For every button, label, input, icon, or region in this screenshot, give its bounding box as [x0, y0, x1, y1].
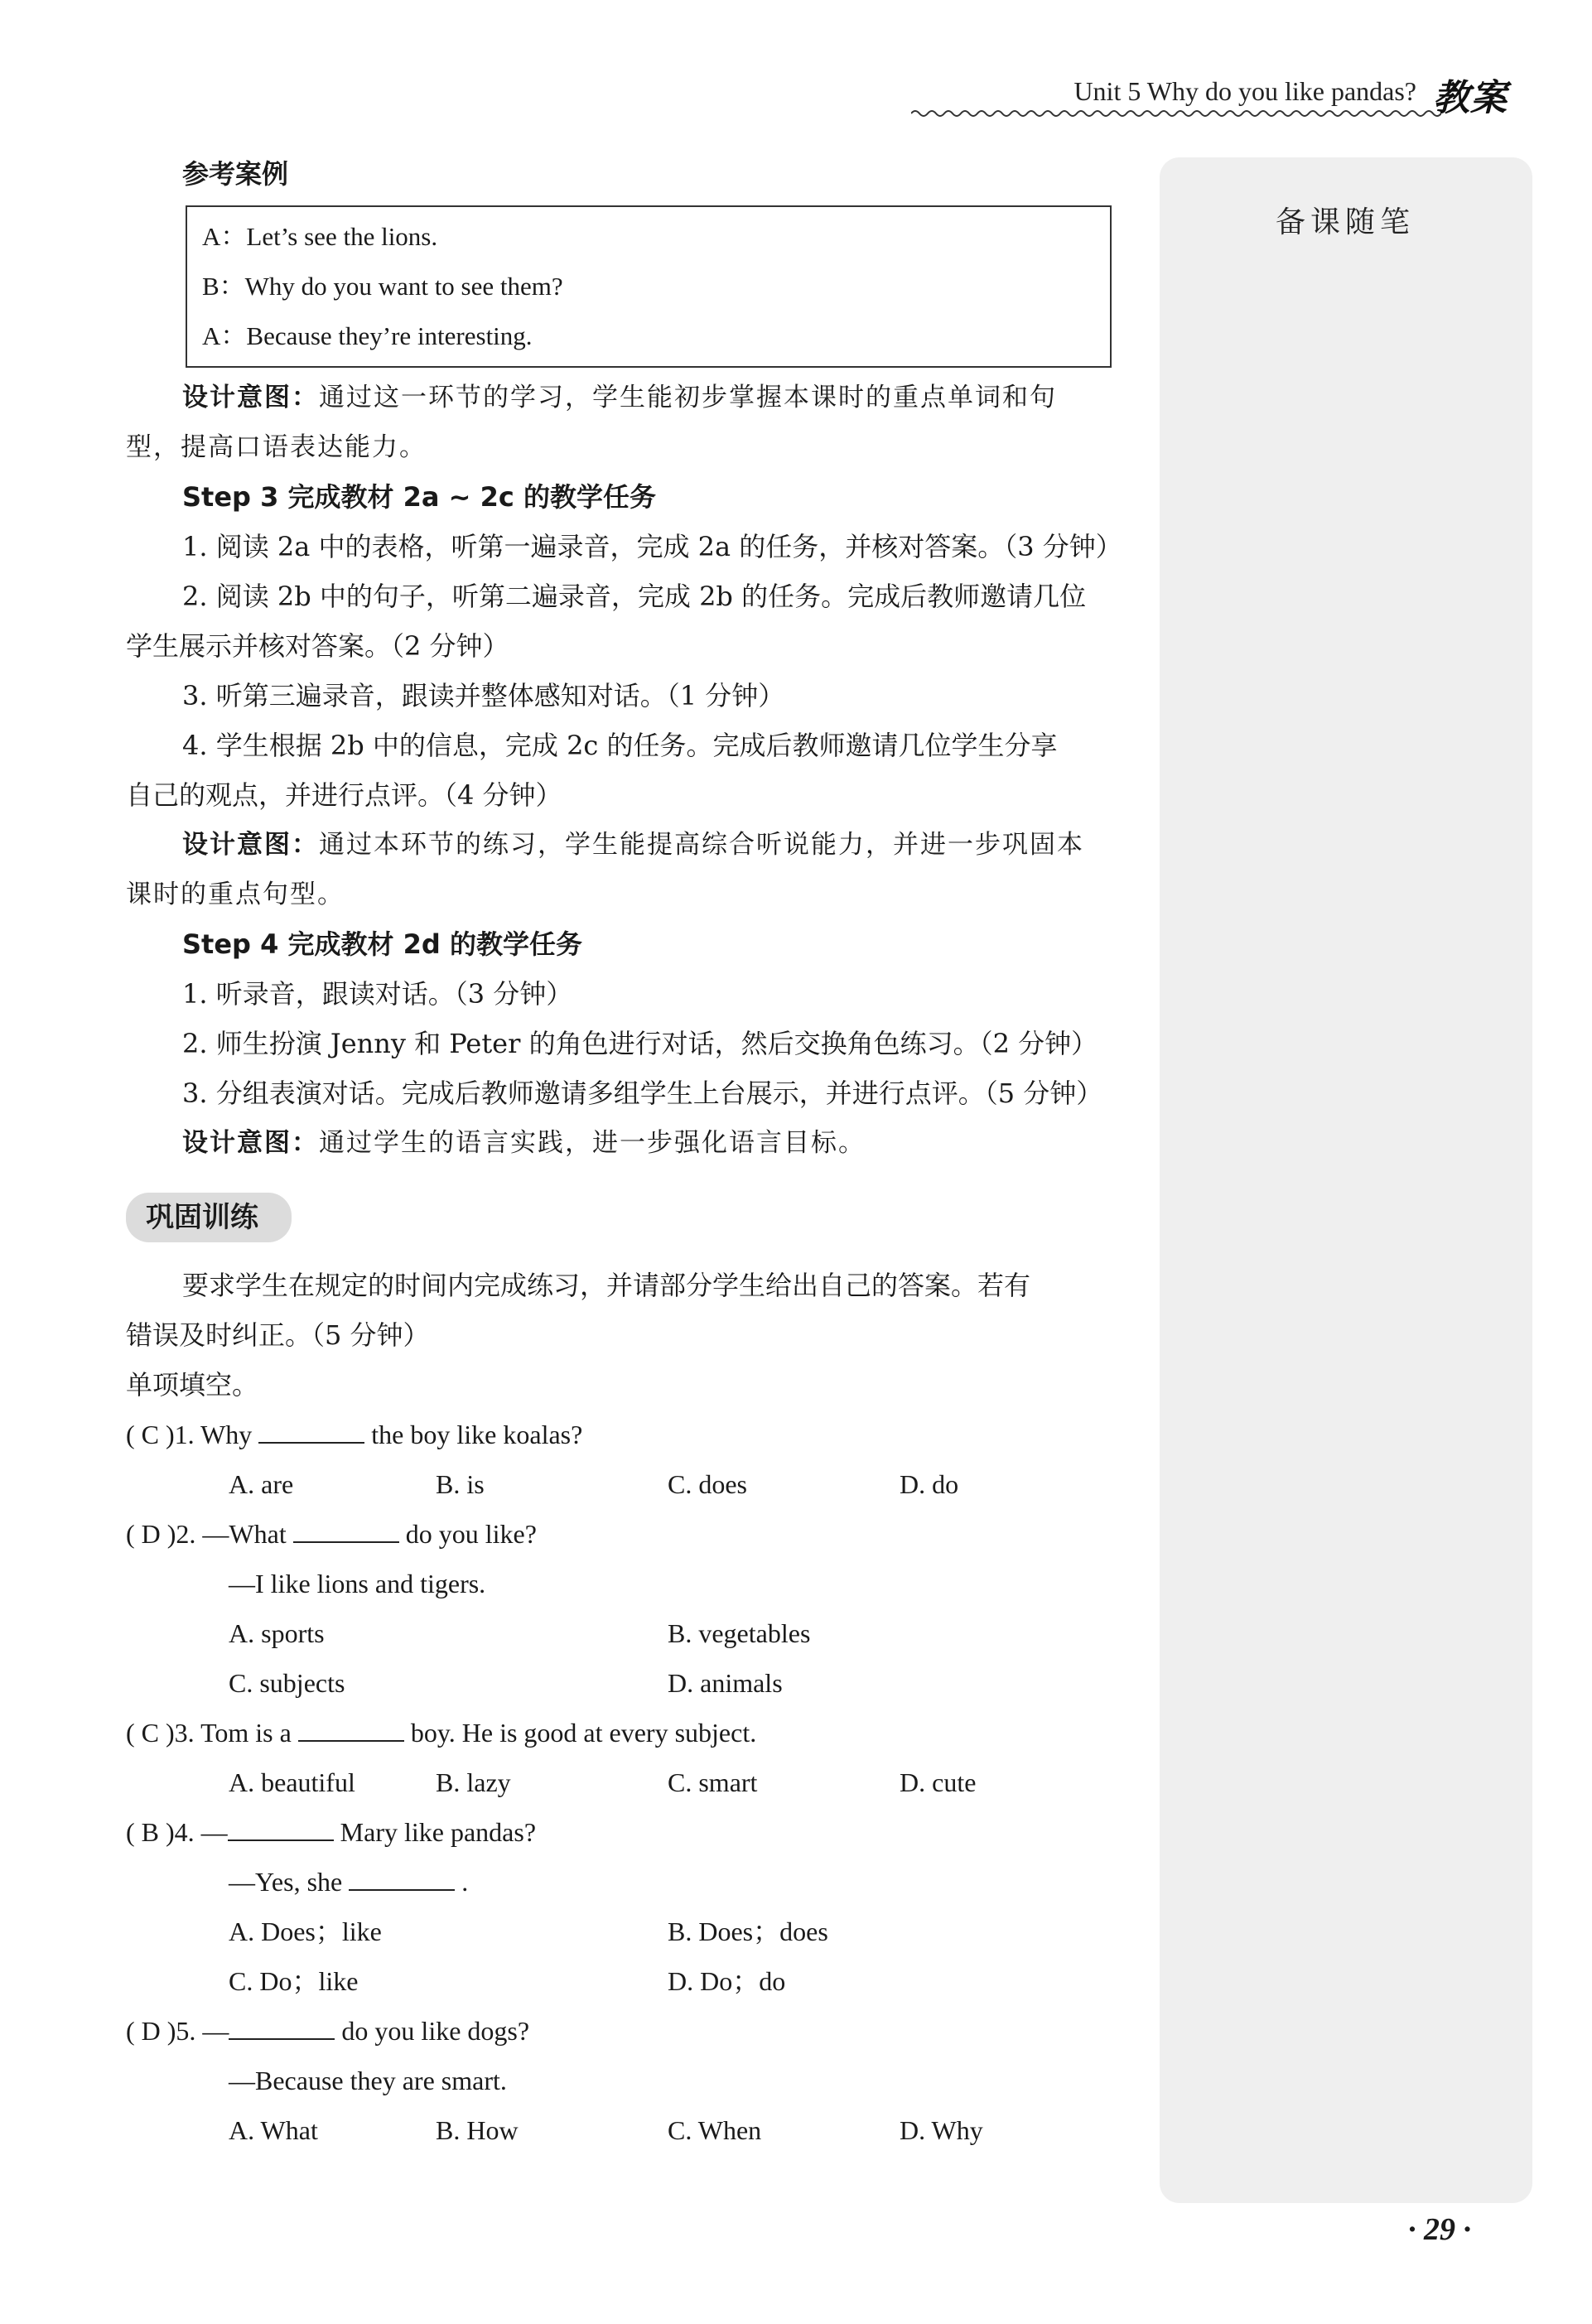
option-a: A. beautiful — [229, 1767, 355, 1797]
dialogue-line: B：Why do you want to see them? — [202, 272, 563, 301]
step-item: 4. 学生根据 2b 中的信息，完成 2c 的任务。完成后教师邀请几位学生分享 — [182, 730, 1058, 761]
step-item: 2. 师生扮演 Jenny 和 Peter 的角色进行对话，然后交换角色练习。（2 分钟） — [182, 1028, 1098, 1059]
wavy-rule — [911, 108, 1441, 119]
practice-intro: 要求学生在规定的时间内完成练习，并请部分学生给出自己的答案。若有 — [182, 1270, 1031, 1301]
step-item-cont: 自己的观点，并进行点评。（4 分钟） — [126, 779, 562, 811]
question-2: ( D )2. —What do you like? — [126, 1509, 1112, 1559]
option-c: C. When — [668, 2115, 762, 2145]
option-d: D. do — [900, 1469, 959, 1499]
answer-blank — [298, 1715, 404, 1742]
question-3-options — [126, 1757, 1112, 1807]
option-b: B. is — [436, 1469, 485, 1499]
header-logo: 教案 — [1433, 77, 1508, 119]
answer-blank — [293, 1516, 399, 1543]
question-5-response: —Because they are smart. — [229, 2066, 507, 2095]
option-a: A. sports — [229, 1618, 325, 1648]
page-number: · 29 · — [1408, 2212, 1471, 2247]
question-3: ( C )3. Tom is a boy. He is good at every subject. — [126, 1708, 1112, 1757]
question-5: ( D )5. — do you like dogs? — [126, 2006, 1112, 2056]
design-intent: 设计意图：通过学生的语言实践，进一步强化语言目标。 — [182, 1128, 866, 1158]
practice-section-badge: 巩固训练 — [126, 1193, 292, 1242]
option-d: D. Do；do — [668, 1966, 786, 1996]
option-b: B. lazy — [436, 1767, 511, 1797]
question-4: ( B )4. — Mary like pandas? — [126, 1807, 1112, 1857]
page-header — [911, 73, 1508, 123]
option-a: A. What — [229, 2115, 318, 2145]
question-2-response: —I like lions and tigers. — [229, 1569, 486, 1598]
option-c: C. smart — [668, 1767, 758, 1797]
step-item: 1. 阅读 2a 中的表格，听第一遍录音，完成 2a 的任务，并核对答案。（3 分钟） — [182, 531, 1122, 562]
notes-panel — [1160, 157, 1532, 2203]
notes-panel-title: 备课随笔 — [1276, 205, 1416, 239]
step-4-title: Step 4 完成教材 2d 的教学任务 — [182, 928, 582, 960]
option-c: C. Do；like — [229, 1966, 359, 1996]
answer-blank — [258, 1417, 364, 1444]
answer-blank — [229, 2013, 335, 2040]
main-content — [126, 149, 1122, 2155]
design-intent: 设计意图：通过本环节的练习，学生能提高综合听说能力，并进一步巩固本 — [182, 830, 1084, 860]
reference-dialogue-box — [186, 205, 1112, 368]
step-item: 3. 分组表演对话。完成后教师邀请多组学生上台展示，并进行点评。（5 分钟） — [182, 1078, 1103, 1109]
practice-section-label: 单项填空。 — [126, 1369, 259, 1401]
practice-intro-cont: 错误及时纠正。（5 分钟） — [126, 1319, 430, 1351]
option-b: B. Does；does — [668, 1917, 828, 1946]
question-1: ( C )1. Why the boy like koalas? — [126, 1410, 1112, 1459]
question-4-options-row1 — [126, 1907, 1112, 1956]
answer-blank — [349, 1864, 455, 1891]
question-4-options-row2 — [126, 1956, 1112, 2006]
option-c: C. subjects — [229, 1668, 345, 1698]
step-3-title: Step 3 完成教材 2a ~ 2c 的教学任务 — [182, 481, 656, 513]
answer-blank — [228, 1815, 334, 1841]
design-intent-cont: 课时的重点句型。 — [126, 880, 345, 909]
unit-title: Unit 5 Why do you like pandas? — [1073, 76, 1416, 106]
question-5-options — [126, 2105, 1112, 2155]
dialogue-line: A：Because they’re interesting. — [202, 321, 533, 350]
option-a: A. Does；like — [229, 1917, 382, 1946]
design-intent-cont: 型，提高口语表达能力。 — [126, 432, 427, 462]
step-item-cont: 学生展示并核对答案。（2 分钟） — [126, 630, 509, 662]
question-4-response: —Yes, she . — [126, 1857, 1112, 1907]
question-2-options-row2 — [126, 1658, 1112, 1708]
question-2-options-row1 — [126, 1608, 1112, 1658]
option-d: D. cute — [900, 1767, 977, 1797]
option-c: C. does — [668, 1469, 747, 1499]
design-intent: 设计意图：通过这一环节的学习，学生能初步掌握本课时的重点单词和句 — [182, 383, 1057, 412]
step-item: 1. 听录音，跟读对话。（3 分钟） — [182, 978, 573, 1010]
option-d: D. animals — [668, 1668, 783, 1698]
option-a: A. are — [229, 1469, 294, 1499]
option-d: D. Why — [900, 2115, 983, 2145]
option-b: B. How — [436, 2115, 519, 2145]
reference-label: 参考案例 — [182, 158, 289, 190]
question-1-options — [126, 1459, 1112, 1509]
step-item: 3. 听第三遍录音，跟读并整体感知对话。（1 分钟） — [182, 680, 785, 711]
option-b: B. vegetables — [668, 1618, 811, 1648]
step-item: 2. 阅读 2b 中的句子，听第二遍录音，完成 2b 的任务。完成后教师邀请几位 — [182, 581, 1087, 612]
dialogue-line: A：Let’s see the lions. — [202, 222, 438, 251]
